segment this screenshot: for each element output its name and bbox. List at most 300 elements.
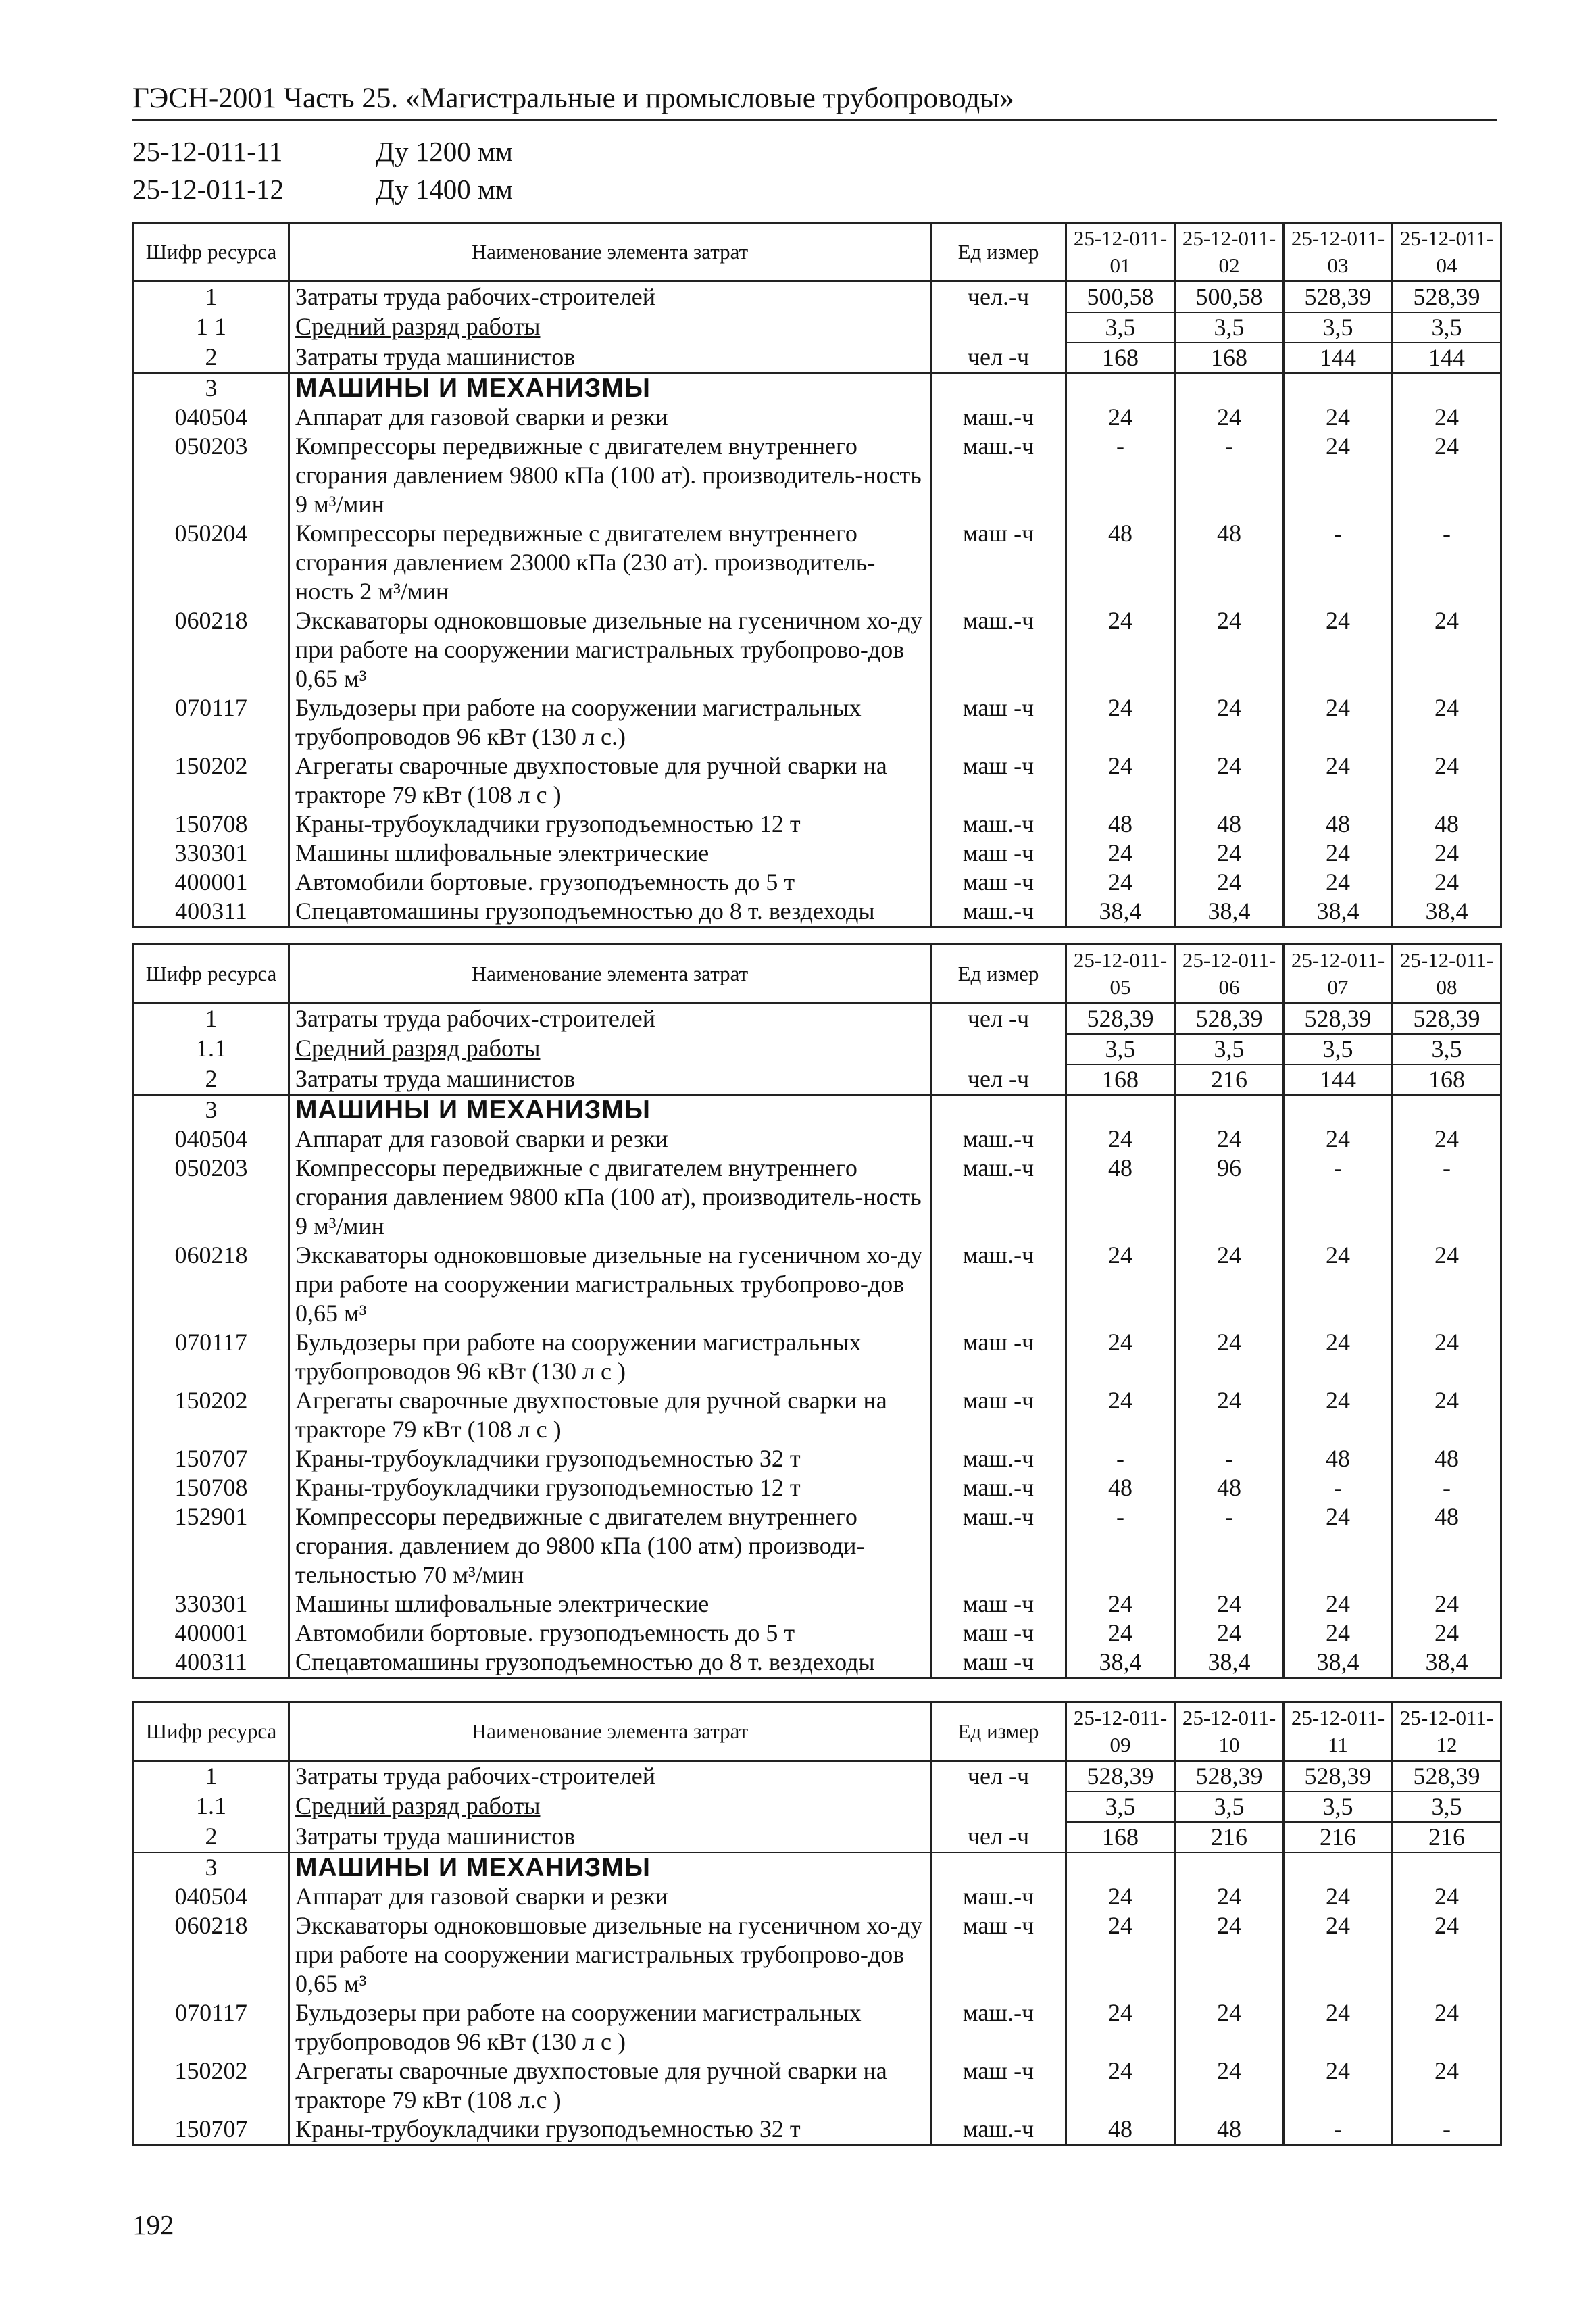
element-name <box>289 1998 931 2057</box>
norm-value: 3,5 <box>1284 1034 1393 1064</box>
table-row <box>134 282 1501 313</box>
resource-code: 1 <box>134 282 289 313</box>
norm-value: 3,5 <box>1175 312 1284 343</box>
element-name <box>289 373 931 403</box>
element-name-text: Спецавтомашины грузоподъемностью до 8 т. вездеходы <box>295 897 875 925</box>
norm-value: 24 <box>1284 1125 1393 1154</box>
resource-code: 070117 <box>134 1328 289 1386</box>
element-name <box>289 693 931 752</box>
element-name-text: Средний разряд работы <box>295 1035 541 1062</box>
table-row <box>134 1648 1501 1678</box>
norm-value: 24 <box>1393 1386 1501 1444</box>
running-header: ГЭСН-2001 Часть 25. «Магистральные и промысловые трубопроводы» <box>132 80 1497 121</box>
norm-value: 24 <box>1066 868 1175 897</box>
header-unit: Ед измер <box>931 223 1066 282</box>
element-name-text: Затраты труда рабочих-строителей <box>295 1763 656 1790</box>
table-header <box>134 945 1501 1004</box>
norm-value: 38,4 <box>1066 1648 1175 1678</box>
table-row <box>134 1852 1501 1882</box>
unit-of-measure: чел -ч <box>931 1822 1066 1852</box>
table-row <box>134 1502 1501 1590</box>
element-name <box>289 1590 931 1619</box>
element-name-text: Аппарат для газовой сварки и резки <box>295 1883 668 1910</box>
element-name <box>289 282 931 313</box>
element-name <box>289 1619 931 1648</box>
element-name-text: Затраты труда рабочих-строителей <box>295 283 656 310</box>
norm-value <box>1175 373 1284 403</box>
norm-value: 24 <box>1175 1998 1284 2057</box>
resource-code: 330301 <box>134 1590 289 1619</box>
norm-value: 24 <box>1393 1882 1501 1911</box>
unit-of-measure: маш.-ч <box>931 1882 1066 1911</box>
table-row <box>134 1241 1501 1328</box>
norm-value: 24 <box>1175 1619 1284 1648</box>
element-name <box>289 1125 931 1154</box>
unit-of-measure <box>931 312 1066 343</box>
table-row <box>134 1064 1501 1095</box>
element-name-text: Затраты труда машинистов <box>295 343 576 370</box>
resource-code: 3 <box>134 1095 289 1125</box>
header-norm-code: 25-12-011-11 <box>1284 1702 1393 1761</box>
norm-value: 24 <box>1175 1882 1284 1911</box>
norm-value: 144 <box>1284 1064 1393 1095</box>
table-row <box>134 1590 1501 1619</box>
element-name <box>289 432 931 519</box>
norm-value: 38,4 <box>1393 1648 1501 1678</box>
norm-value: 24 <box>1393 1328 1501 1386</box>
element-name-text: Компрессоры передвижные с двигателем внутреннего сгорания давлением 23000 кПа (230 ат). производитель-ность 2 м³/мин <box>295 520 876 605</box>
resource-code: 400001 <box>134 868 289 897</box>
unit-of-measure: чел -ч <box>931 1761 1066 1792</box>
unit-of-measure: маш -ч <box>931 1590 1066 1619</box>
norm-value: 24 <box>1175 1590 1284 1619</box>
norm-value: 38,4 <box>1284 897 1393 927</box>
norm-value: 24 <box>1066 403 1175 432</box>
header-row <box>134 945 1501 1004</box>
header-norm-code: 25-12-011-12 <box>1393 1702 1501 1761</box>
table-row <box>134 1386 1501 1444</box>
norm-value: 24 <box>1175 403 1284 432</box>
element-name <box>289 1882 931 1911</box>
table-row <box>134 606 1501 693</box>
unit-of-measure <box>931 1095 1066 1125</box>
unit-of-measure: чел -ч <box>931 343 1066 373</box>
table-row <box>134 839 1501 868</box>
element-name <box>289 897 931 927</box>
resource-table-3 <box>132 1701 1502 2146</box>
norm-value <box>1284 373 1393 403</box>
unit-of-measure: маш -ч <box>931 1619 1066 1648</box>
resource-code: 400311 <box>134 897 289 927</box>
norm-value: 24 <box>1066 693 1175 752</box>
element-name-text: Машины шлифовальные электрические <box>295 839 709 866</box>
table-code: 25-12-011-11 <box>132 136 283 167</box>
element-name-text: Средний разряд работы <box>295 313 541 340</box>
unit-of-measure: чел -ч <box>931 1004 1066 1035</box>
resource-code: 050204 <box>134 519 289 606</box>
header-norm-code: 25-12-011-10 <box>1175 1702 1284 1761</box>
unit-of-measure: маш -ч <box>931 519 1066 606</box>
norm-value: 24 <box>1284 1241 1393 1328</box>
norm-value: - <box>1066 432 1175 519</box>
norm-value: 24 <box>1284 432 1393 519</box>
table-row <box>134 2115 1501 2145</box>
norm-value: 216 <box>1284 1822 1393 1852</box>
resource-code: 050203 <box>134 432 289 519</box>
unit-of-measure: маш -ч <box>931 1328 1066 1386</box>
norm-value: 24 <box>1393 839 1501 868</box>
resource-code: 1 1 <box>134 312 289 343</box>
norm-value: 38,4 <box>1066 897 1175 927</box>
norm-value: 24 <box>1284 1386 1393 1444</box>
header-norm-code: 25-12-011-06 <box>1175 945 1284 1004</box>
norm-value: 48 <box>1066 519 1175 606</box>
norm-value: 24 <box>1393 1125 1501 1154</box>
element-name <box>289 519 931 606</box>
norm-value: 24 <box>1393 868 1501 897</box>
norm-value: 24 <box>1066 839 1175 868</box>
element-name-text: Спецавтомашины грузоподъемностью до 8 т. вездеходы <box>295 1648 875 1675</box>
norm-value: 168 <box>1066 1822 1175 1852</box>
resource-code: 070117 <box>134 1998 289 2057</box>
norm-value: - <box>1393 1154 1501 1241</box>
norm-value: 24 <box>1066 1619 1175 1648</box>
norm-value: 48 <box>1284 810 1393 839</box>
norm-value: 216 <box>1175 1064 1284 1095</box>
header-resource-code: Шифр ресурса <box>134 1702 289 1761</box>
norm-value: 168 <box>1066 1064 1175 1095</box>
resource-table-1 <box>132 222 1502 928</box>
norm-value: 216 <box>1393 1822 1501 1852</box>
table-row <box>134 1125 1501 1154</box>
norm-value: 24 <box>1066 1882 1175 1911</box>
norm-value: 3,5 <box>1393 1792 1501 1822</box>
table-row <box>134 373 1501 403</box>
norm-value: 528,39 <box>1175 1004 1284 1035</box>
table-row <box>134 752 1501 810</box>
norm-value: 500,58 <box>1175 282 1284 313</box>
element-name-text: МАШИНЫ И МЕХАНИЗМЫ <box>295 1096 651 1125</box>
norm-value: 528,39 <box>1393 1004 1501 1035</box>
element-name <box>289 1328 931 1386</box>
norm-value: 24 <box>1284 1998 1393 2057</box>
norm-value: 48 <box>1066 2115 1175 2145</box>
norm-value: 24 <box>1066 1386 1175 1444</box>
norm-value: 24 <box>1284 693 1393 752</box>
norm-value <box>1284 1852 1393 1882</box>
norm-value <box>1175 1095 1284 1125</box>
unit-of-measure: маш.-ч <box>931 403 1066 432</box>
norm-value: 168 <box>1066 343 1175 373</box>
norm-value: 528,39 <box>1284 282 1393 313</box>
unit-of-measure: маш.-ч <box>931 2115 1066 2145</box>
norm-value: - <box>1393 2115 1501 2145</box>
norm-value: 24 <box>1175 1386 1284 1444</box>
table-row <box>134 432 1501 519</box>
norm-value: 24 <box>1393 606 1501 693</box>
unit-of-measure <box>931 1792 1066 1822</box>
table-row <box>134 1095 1501 1125</box>
norm-value: 48 <box>1066 810 1175 839</box>
element-name-text: Краны-трубоукладчики грузоподъемностью 32 т <box>295 1445 801 1472</box>
norm-value <box>1066 1095 1175 1125</box>
resource-code: 150707 <box>134 2115 289 2145</box>
norm-value: 48 <box>1175 2115 1284 2145</box>
norm-value: 528,39 <box>1066 1004 1175 1035</box>
norm-value: 24 <box>1175 606 1284 693</box>
norm-value: 24 <box>1175 693 1284 752</box>
page-number: 192 <box>132 2209 174 2240</box>
unit-of-measure: маш.-ч <box>931 1473 1066 1502</box>
resource-code: 150202 <box>134 1386 289 1444</box>
unit-of-measure <box>931 373 1066 403</box>
norm-value: 48 <box>1175 519 1284 606</box>
element-name <box>289 1241 931 1328</box>
resource-code: 040504 <box>134 403 289 432</box>
norm-value: 24 <box>1284 752 1393 810</box>
resource-code: 1 <box>134 1004 289 1035</box>
norm-value: - <box>1175 1444 1284 1473</box>
norm-value: 24 <box>1066 1125 1175 1154</box>
unit-of-measure: маш -ч <box>931 839 1066 868</box>
table-row <box>134 1328 1501 1386</box>
element-name <box>289 1822 931 1852</box>
norm-value: 38,4 <box>1175 1648 1284 1678</box>
norm-value: 500,58 <box>1066 282 1175 313</box>
norm-value: 24 <box>1284 868 1393 897</box>
table-row <box>134 1911 1501 1998</box>
table-code-label: Ду 1400 мм <box>376 174 513 205</box>
norm-value: 168 <box>1393 1064 1501 1095</box>
norm-value: 24 <box>1066 1911 1175 1998</box>
element-name-text: Краны-трубоукладчики грузоподъемностью 32 т <box>295 2115 801 2142</box>
norm-value: 528,39 <box>1393 282 1501 313</box>
norm-value: 24 <box>1284 2057 1393 2115</box>
resource-code: 1 <box>134 1761 289 1792</box>
table-row <box>134 1822 1501 1852</box>
resource-code: 1.1 <box>134 1792 289 1822</box>
table-row <box>134 2057 1501 2115</box>
norm-value <box>1393 1095 1501 1125</box>
table-row <box>134 897 1501 927</box>
element-name <box>289 403 931 432</box>
table-row <box>134 810 1501 839</box>
norm-value: 528,39 <box>1284 1004 1393 1035</box>
unit-of-measure: маш.-ч <box>931 432 1066 519</box>
norm-value: - <box>1066 1502 1175 1590</box>
norm-value: 24 <box>1175 1125 1284 1154</box>
element-name <box>289 1502 931 1590</box>
table-header <box>134 1702 1501 1761</box>
norm-value: 24 <box>1393 693 1501 752</box>
norm-value: 24 <box>1393 432 1501 519</box>
norm-value <box>1066 1852 1175 1882</box>
norm-value: 3,5 <box>1393 1034 1501 1064</box>
norm-value <box>1284 1095 1393 1125</box>
unit-of-measure: маш.-ч <box>931 1125 1066 1154</box>
norm-value: 38,4 <box>1175 897 1284 927</box>
norm-value: 3,5 <box>1284 1792 1393 1822</box>
unit-of-measure: маш.-ч <box>931 606 1066 693</box>
element-name <box>289 1444 931 1473</box>
table-row <box>134 1473 1501 1502</box>
unit-of-measure <box>931 1034 1066 1064</box>
unit-of-measure: маш.-ч <box>931 1241 1066 1328</box>
norm-value: 38,4 <box>1284 1648 1393 1678</box>
element-name <box>289 1095 931 1125</box>
table-header <box>134 223 1501 282</box>
table-body <box>134 282 1501 927</box>
element-name-text: МАШИНЫ И МЕХАНИЗМЫ <box>295 374 651 403</box>
resource-code: 2 <box>134 343 289 373</box>
norm-value: 168 <box>1175 343 1284 373</box>
norm-value: - <box>1393 519 1501 606</box>
resource-code: 2 <box>134 1822 289 1852</box>
element-name <box>289 1792 931 1822</box>
table-row <box>134 1792 1501 1822</box>
norm-value: 24 <box>1284 1911 1393 1998</box>
norm-value <box>1066 373 1175 403</box>
norm-value: - <box>1284 1473 1393 1502</box>
element-name-text: Бульдозеры при работе на сооружении магистральных трубопроводов 96 кВт (130 л с ) <box>295 1999 862 2055</box>
code-line <box>132 170 513 208</box>
norm-value: 24 <box>1393 403 1501 432</box>
norm-value: 24 <box>1066 1328 1175 1386</box>
norm-value: 48 <box>1066 1154 1175 1241</box>
resource-code: 150708 <box>134 810 289 839</box>
norm-value: 24 <box>1393 752 1501 810</box>
resource-code: 070117 <box>134 693 289 752</box>
element-name-text: Краны-трубоукладчики грузоподъемностью 12 т <box>295 1474 801 1501</box>
header-norm-code: 25-12-011-09 <box>1066 1702 1175 1761</box>
header-norm-code: 25-12-011-01 <box>1066 223 1175 282</box>
element-name-text: Агрегаты сварочные двухпостовые для ручной сварки на тракторе 79 кВт (108 л с ) <box>295 752 887 808</box>
norm-value: 24 <box>1393 1911 1501 1998</box>
norm-value: - <box>1066 1444 1175 1473</box>
resource-code: 400311 <box>134 1648 289 1678</box>
element-name <box>289 1473 931 1502</box>
norm-value <box>1175 1852 1284 1882</box>
norm-value: - <box>1175 1502 1284 1590</box>
resource-code: 1.1 <box>134 1034 289 1064</box>
element-name-text: Экскаваторы одноковшовые дизельные на гусеничном хо-ду при работе на сооружении магистральных трубопрово-дов 0,65 м³ <box>295 1241 923 1327</box>
element-name <box>289 810 931 839</box>
norm-value: 48 <box>1393 1444 1501 1473</box>
element-name-text: Краны-трубоукладчики грузоподъемностью 12 т <box>295 810 801 837</box>
resource-code: 3 <box>134 373 289 403</box>
element-name <box>289 2115 931 2145</box>
unit-of-measure: маш.-ч <box>931 1502 1066 1590</box>
header-norm-code: 25-12-011-02 <box>1175 223 1284 282</box>
table-row <box>134 693 1501 752</box>
resource-code: 060218 <box>134 1241 289 1328</box>
resource-code: 3 <box>134 1852 289 1882</box>
table-codes-block <box>132 132 513 208</box>
norm-value: 3,5 <box>1175 1034 1284 1064</box>
norm-value: 48 <box>1284 1444 1393 1473</box>
resource-code: 040504 <box>134 1125 289 1154</box>
element-name-text: Агрегаты сварочные двухпостовые для ручной сварки на тракторе 79 кВт (108 л.с ) <box>295 2057 887 2113</box>
norm-value: - <box>1284 519 1393 606</box>
norm-value: 24 <box>1393 1998 1501 2057</box>
header-element-name: Наименование элемента затрат <box>289 223 931 282</box>
element-name <box>289 1911 931 1998</box>
unit-of-measure: маш -ч <box>931 752 1066 810</box>
element-name-text: Автомобили бортовые. грузоподъемность до 5 т <box>295 868 795 895</box>
element-name-text: Аппарат для газовой сварки и резки <box>295 1125 668 1152</box>
resource-code: 150202 <box>134 2057 289 2115</box>
norm-value: 528,39 <box>1175 1761 1284 1792</box>
unit-of-measure: маш -ч <box>931 1386 1066 1444</box>
header-unit: Ед измер <box>931 1702 1066 1761</box>
unit-of-measure: чел -ч <box>931 1064 1066 1095</box>
resource-code: 060218 <box>134 1911 289 1998</box>
resource-code: 2 <box>134 1064 289 1095</box>
unit-of-measure: маш -ч <box>931 868 1066 897</box>
element-name-text: Затраты труда машинистов <box>295 1823 576 1850</box>
norm-value: 144 <box>1393 343 1501 373</box>
element-name <box>289 868 931 897</box>
header-norm-code: 25-12-011-04 <box>1393 223 1501 282</box>
resource-table-2 <box>132 943 1502 1679</box>
table-row <box>134 403 1501 432</box>
table-row <box>134 519 1501 606</box>
element-name <box>289 1761 931 1792</box>
resource-code: 060218 <box>134 606 289 693</box>
element-name-text: Экскаваторы одноковшовые дизельные на гусеничном хо-ду при работе на сооружении магистральных трубопрово-дов 0,65 м³ <box>295 607 923 692</box>
norm-value: 3,5 <box>1066 312 1175 343</box>
unit-of-measure: маш -ч <box>931 693 1066 752</box>
code-line <box>132 132 513 170</box>
element-name <box>289 2057 931 2115</box>
element-name-text: Компрессоры передвижные с двигателем внутреннего сгорания давлением 9800 кПа (100 ат). производитель-ность 9 м³/мин <box>295 433 922 518</box>
header-row <box>134 1702 1501 1761</box>
header-norm-code: 25-12-011-05 <box>1066 945 1175 1004</box>
resource-code: 150707 <box>134 1444 289 1473</box>
element-name-text: Затраты труда машинистов <box>295 1065 576 1092</box>
norm-value: - <box>1175 432 1284 519</box>
table-body <box>134 1004 1501 1678</box>
norm-value: - <box>1393 1473 1501 1502</box>
norm-value: 24 <box>1066 1241 1175 1328</box>
header-resource-code: Шифр ресурса <box>134 223 289 282</box>
header-norm-code: 25-12-011-07 <box>1284 945 1393 1004</box>
table-row <box>134 312 1501 343</box>
table-row <box>134 1998 1501 2057</box>
element-name <box>289 1034 931 1064</box>
element-name <box>289 312 931 343</box>
norm-value: 24 <box>1284 1619 1393 1648</box>
element-name-text: Средний разряд работы <box>295 1792 541 1819</box>
norm-value: 38,4 <box>1393 897 1501 927</box>
norm-value: 24 <box>1066 606 1175 693</box>
norm-value: 3,5 <box>1066 1792 1175 1822</box>
norm-value: 24 <box>1284 403 1393 432</box>
norm-value: 24 <box>1175 839 1284 868</box>
element-name <box>289 1154 931 1241</box>
norm-value: 96 <box>1175 1154 1284 1241</box>
unit-of-measure: маш.-ч <box>931 810 1066 839</box>
header-row <box>134 223 1501 282</box>
resource-code: 150708 <box>134 1473 289 1502</box>
element-name <box>289 1386 931 1444</box>
norm-value: 3,5 <box>1284 312 1393 343</box>
element-name-text: Бульдозеры при работе на сооружении магистральных трубопроводов 96 кВт (130 л с ) <box>295 1329 862 1385</box>
norm-value: 24 <box>1284 1502 1393 1590</box>
header-unit: Ед измер <box>931 945 1066 1004</box>
resource-code: 050203 <box>134 1154 289 1241</box>
resource-code: 150202 <box>134 752 289 810</box>
